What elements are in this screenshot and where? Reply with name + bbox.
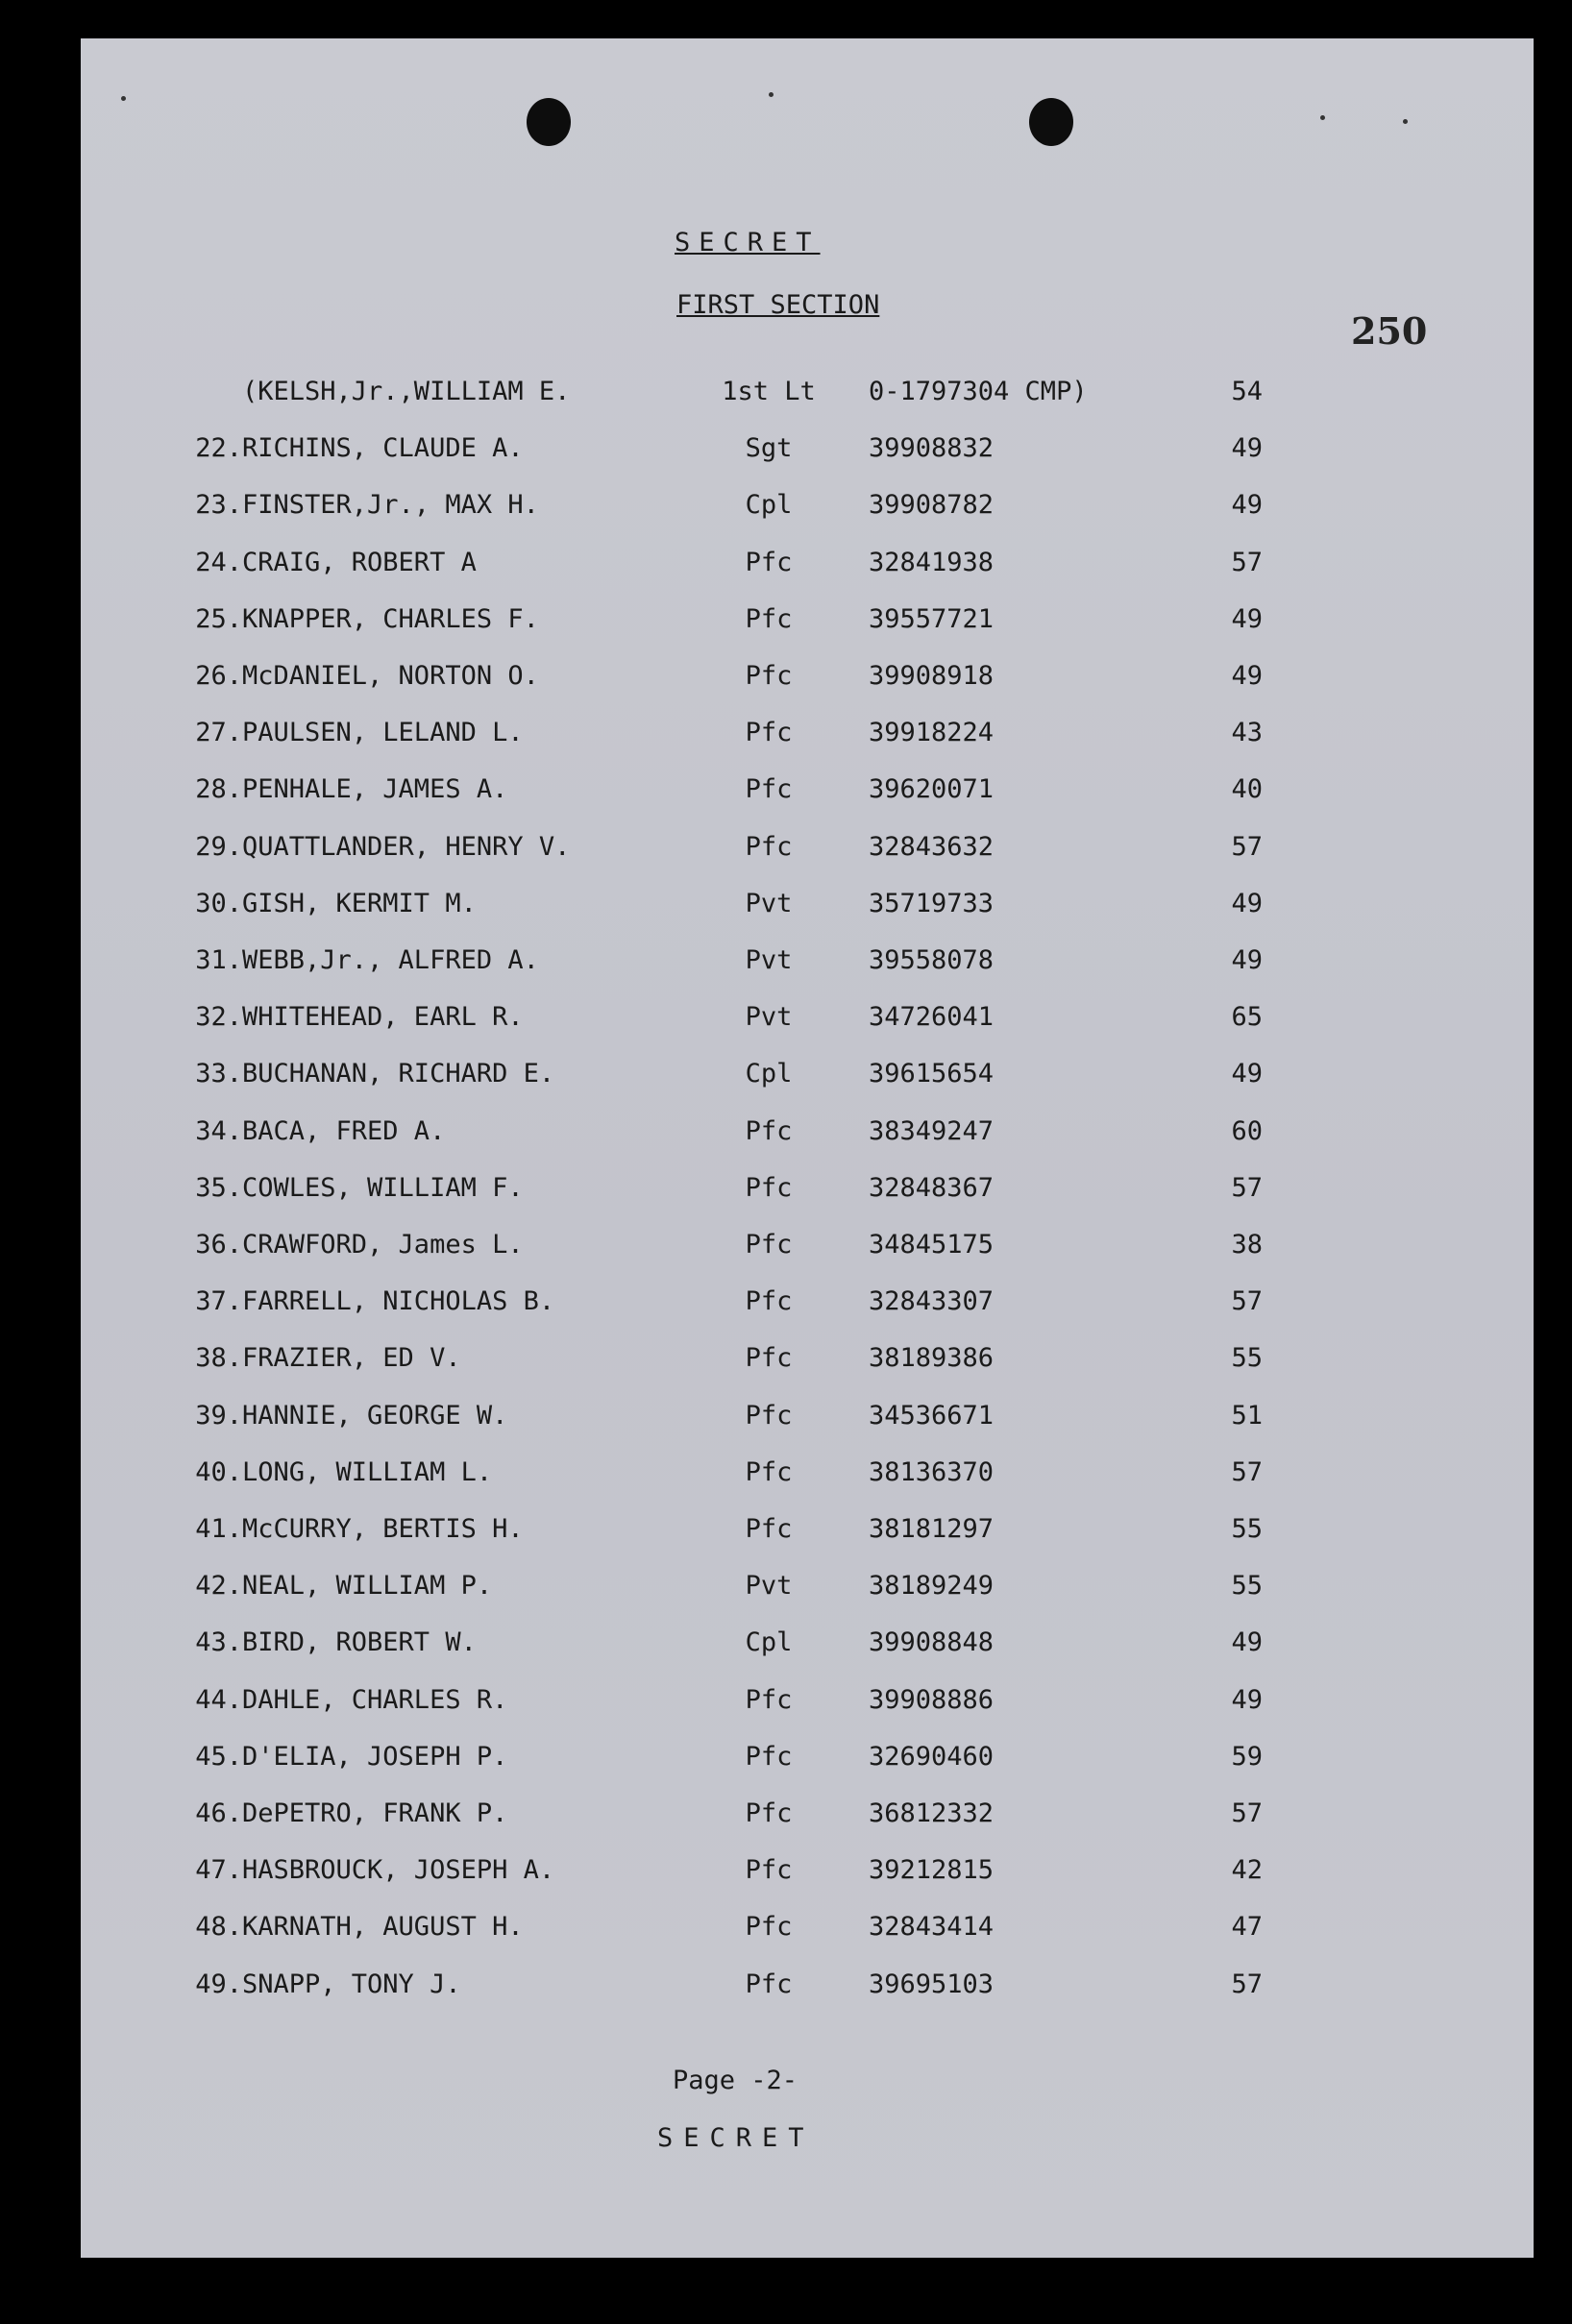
entry-score: 59 [1231,1742,1263,1772]
entry-score: 57 [1231,832,1263,862]
list-item [81,1912,1534,1950]
list-item [81,1343,1534,1382]
entry-rank: Pfc [745,1855,793,1885]
entry-number: 37. [195,1286,242,1316]
entry-serial: 32843414 [869,1912,995,1942]
entry-number: 48. [195,1912,242,1942]
list-item [81,1742,1534,1780]
entry-name: FARRELL, NICHOLAS B. [242,1286,555,1316]
entry-name: CRAWFORD, James L. [242,1230,524,1260]
list-item [81,1627,1534,1666]
entry-name: SNAPP, TONY J. [242,1969,461,1999]
entry-score: 55 [1231,1343,1263,1373]
entry-serial: 0-1797304 CMP) [869,377,1088,406]
list-item [81,1173,1534,1211]
entry-score: 40 [1231,774,1263,804]
speck [769,92,774,97]
list-item [81,1685,1534,1724]
entry-serial: 39908782 [869,490,995,520]
list-item [81,1514,1534,1553]
entry-score: 43 [1231,718,1263,747]
entry-number: 40. [195,1457,242,1487]
entry-name: WEBB,Jr., ALFRED A. [242,945,539,975]
entry-serial: 38349247 [869,1116,995,1146]
entry-number: 29. [195,832,242,862]
entry-rank: Pfc [745,832,793,862]
document-page [81,38,1534,2258]
entry-serial: 32843632 [869,832,995,862]
section-title: FIRST SECTION [676,290,880,320]
list-item [81,1286,1534,1325]
entry-name: CRAIG, ROBERT A [242,548,477,577]
entry-name: FRAZIER, ED V. [242,1343,461,1373]
list-item [81,1116,1534,1155]
entry-rank: Pvt [745,1002,793,1032]
entry-rank: Pfc [745,1173,793,1203]
entry-rank: Pvt [745,945,793,975]
entry-score: 49 [1231,1059,1263,1089]
entry-serial: 38136370 [869,1457,995,1487]
entry-rank: Pfc [745,718,793,747]
entry-number: 46. [195,1798,242,1828]
list-item [81,889,1534,927]
entry-number: 33. [195,1059,242,1089]
entry-name: DePETRO, FRANK P. [242,1798,508,1828]
entry-number: 44. [195,1685,242,1715]
entry-number: 26. [195,661,242,691]
entry-number: 36. [195,1230,242,1260]
entry-name: HASBROUCK, JOSEPH A. [242,1855,555,1885]
entry-rank: Cpl [745,1059,793,1089]
entry-score: 57 [1231,1173,1263,1203]
entry-name: D'ELIA, JOSEPH P. [242,1742,508,1772]
entry-rank: Pfc [745,604,793,634]
entry-rank: Pfc [745,1401,793,1431]
classification-header: SECRET [675,228,821,257]
entry-rank: Cpl [745,490,793,520]
entry-score: 57 [1231,548,1263,577]
entry-number: 39. [195,1401,242,1431]
list-item [81,832,1534,870]
list-item [81,1969,1534,2008]
entry-rank: 1st Lt [722,377,816,406]
entry-serial: 39615654 [869,1059,995,1089]
entry-name: KNAPPER, CHARLES F. [242,604,539,634]
entry-score: 49 [1231,945,1263,975]
entry-serial: 32843307 [869,1286,995,1316]
list-item [81,490,1534,528]
entry-rank: Pfc [745,661,793,691]
entry-name: FINSTER,Jr., MAX H. [242,490,539,520]
page-label: Page -2- [673,2066,798,2095]
entry-rank: Pfc [745,1343,793,1373]
entry-name: WHITEHEAD, EARL R. [242,1002,524,1032]
entry-score: 49 [1231,1627,1263,1657]
entry-rank: Pfc [745,1457,793,1487]
entry-serial: 39918224 [869,718,995,747]
entry-serial: 32841938 [869,548,995,577]
entry-serial: 38189249 [869,1571,995,1601]
entry-rank: Pfc [745,1969,793,1999]
entry-score: 55 [1231,1514,1263,1544]
entry-serial: 35719733 [869,889,995,918]
entry-number: 41. [195,1514,242,1544]
speck [1403,119,1408,124]
list-item [81,1401,1534,1439]
entry-number: 30. [195,889,242,918]
entry-serial: 39908918 [869,661,995,691]
punch-hole [527,98,571,146]
entry-number: 34. [195,1116,242,1146]
entry-score: 49 [1231,433,1263,463]
classification-footer: SECRET [657,2123,815,2153]
entry-number: 23. [195,490,242,520]
entry-rank: Pfc [745,1514,793,1544]
entry-serial: 32690460 [869,1742,995,1772]
entry-number: 25. [195,604,242,634]
list-item [81,1855,1534,1894]
entry-score: 51 [1231,1401,1263,1431]
entry-score: 49 [1231,604,1263,634]
entry-serial: 34845175 [869,1230,995,1260]
list-item [81,1571,1534,1609]
entry-serial: 38181297 [869,1514,995,1544]
entry-serial: 39558078 [869,945,995,975]
entry-serial: 39908832 [869,433,995,463]
entry-name: BACA, FRED A. [242,1116,446,1146]
entry-number: 49. [195,1969,242,1999]
entry-name: BUCHANAN, RICHARD E. [242,1059,555,1089]
entry-number: 35. [195,1173,242,1203]
entry-serial: 34536671 [869,1401,995,1431]
list-item [81,1457,1534,1496]
entry-number: 42. [195,1571,242,1601]
entry-name: NEAL, WILLIAM P. [242,1571,493,1601]
entry-rank: Pfc [745,1116,793,1146]
entry-name: BIRD, ROBERT W. [242,1627,477,1657]
entry-name: KARNATH, AUGUST H. [242,1912,524,1942]
entry-score: 57 [1231,1969,1263,1999]
list-item [81,604,1534,643]
entry-name: PAULSEN, LELAND L. [242,718,524,747]
entry-serial: 39557721 [869,604,995,634]
entry-rank: Pfc [745,1742,793,1772]
entry-name: RICHINS, CLAUDE A. [242,433,524,463]
list-item [81,548,1534,586]
entry-score: 49 [1231,661,1263,691]
entry-name: McCURRY, BERTIS H. [242,1514,524,1544]
list-item [81,433,1534,472]
entry-serial: 39620071 [869,774,995,804]
entry-name: LONG, WILLIAM L. [242,1457,493,1487]
entry-number: 24. [195,548,242,577]
entry-score: 57 [1231,1286,1263,1316]
entry-number: 45. [195,1742,242,1772]
entry-score: 47 [1231,1912,1263,1942]
entry-name: PENHALE, JAMES A. [242,774,508,804]
list-item [81,1798,1534,1837]
entry-number: 27. [195,718,242,747]
entry-serial: 39908886 [869,1685,995,1715]
entry-serial: 36812332 [869,1798,995,1828]
speck [121,96,126,101]
entry-rank: Pfc [745,1912,793,1942]
entry-name: GISH, KERMIT M. [242,889,477,918]
entry-score: 38 [1231,1230,1263,1260]
entry-name: COWLES, WILLIAM F. [242,1173,524,1203]
entry-number: 43. [195,1627,242,1657]
entry-score: 65 [1231,1002,1263,1032]
entry-number: 22. [195,433,242,463]
entry-rank: Pvt [745,1571,793,1601]
entry-rank: Pfc [745,1685,793,1715]
entry-serial: 38189386 [869,1343,995,1373]
entry-name: DAHLE, CHARLES R. [242,1685,508,1715]
entry-score: 60 [1231,1116,1263,1146]
list-item [81,661,1534,699]
entry-score: 57 [1231,1798,1263,1828]
list-item [81,774,1534,813]
entry-serial: 34726041 [869,1002,995,1032]
entry-score: 54 [1231,377,1263,406]
entry-rank: Pfc [745,1230,793,1260]
speck [1320,115,1325,120]
entry-number: 31. [195,945,242,975]
entry-score: 49 [1231,1685,1263,1715]
stamped-page-number: 250 [1351,309,1428,353]
entry-score: 42 [1231,1855,1263,1885]
entry-serial: 39695103 [869,1969,995,1999]
entry-serial: 39212815 [869,1855,995,1885]
entry-number: 32. [195,1002,242,1032]
entry-rank: Pfc [745,1286,793,1316]
entry-serial: 32848367 [869,1173,995,1203]
entry-name: QUATTLANDER, HENRY V. [242,832,571,862]
entry-score: 55 [1231,1571,1263,1601]
list-item [81,1059,1534,1097]
list-item [81,945,1534,984]
entry-name: HANNIE, GEORGE W. [242,1401,508,1431]
entry-score: 49 [1231,490,1263,520]
entry-rank: Pvt [745,889,793,918]
entry-name: McDANIEL, NORTON O. [242,661,539,691]
entry-rank: Pfc [745,774,793,804]
punch-hole [1029,98,1073,146]
entry-rank: Cpl [745,1627,793,1657]
list-item [81,1230,1534,1268]
list-item [81,718,1534,756]
list-item [81,1002,1534,1040]
entry-rank: Pfc [745,548,793,577]
entry-number: 28. [195,774,242,804]
entry-rank: Pfc [745,1798,793,1828]
entry-rank: Sgt [745,433,793,463]
entry-number: 38. [195,1343,242,1373]
entry-score: 49 [1231,889,1263,918]
entry-name: (KELSH,Jr.,WILLIAM E. [242,377,571,406]
entry-number: 47. [195,1855,242,1885]
list-item [81,377,1534,415]
entry-score: 57 [1231,1457,1263,1487]
entry-serial: 39908848 [869,1627,995,1657]
